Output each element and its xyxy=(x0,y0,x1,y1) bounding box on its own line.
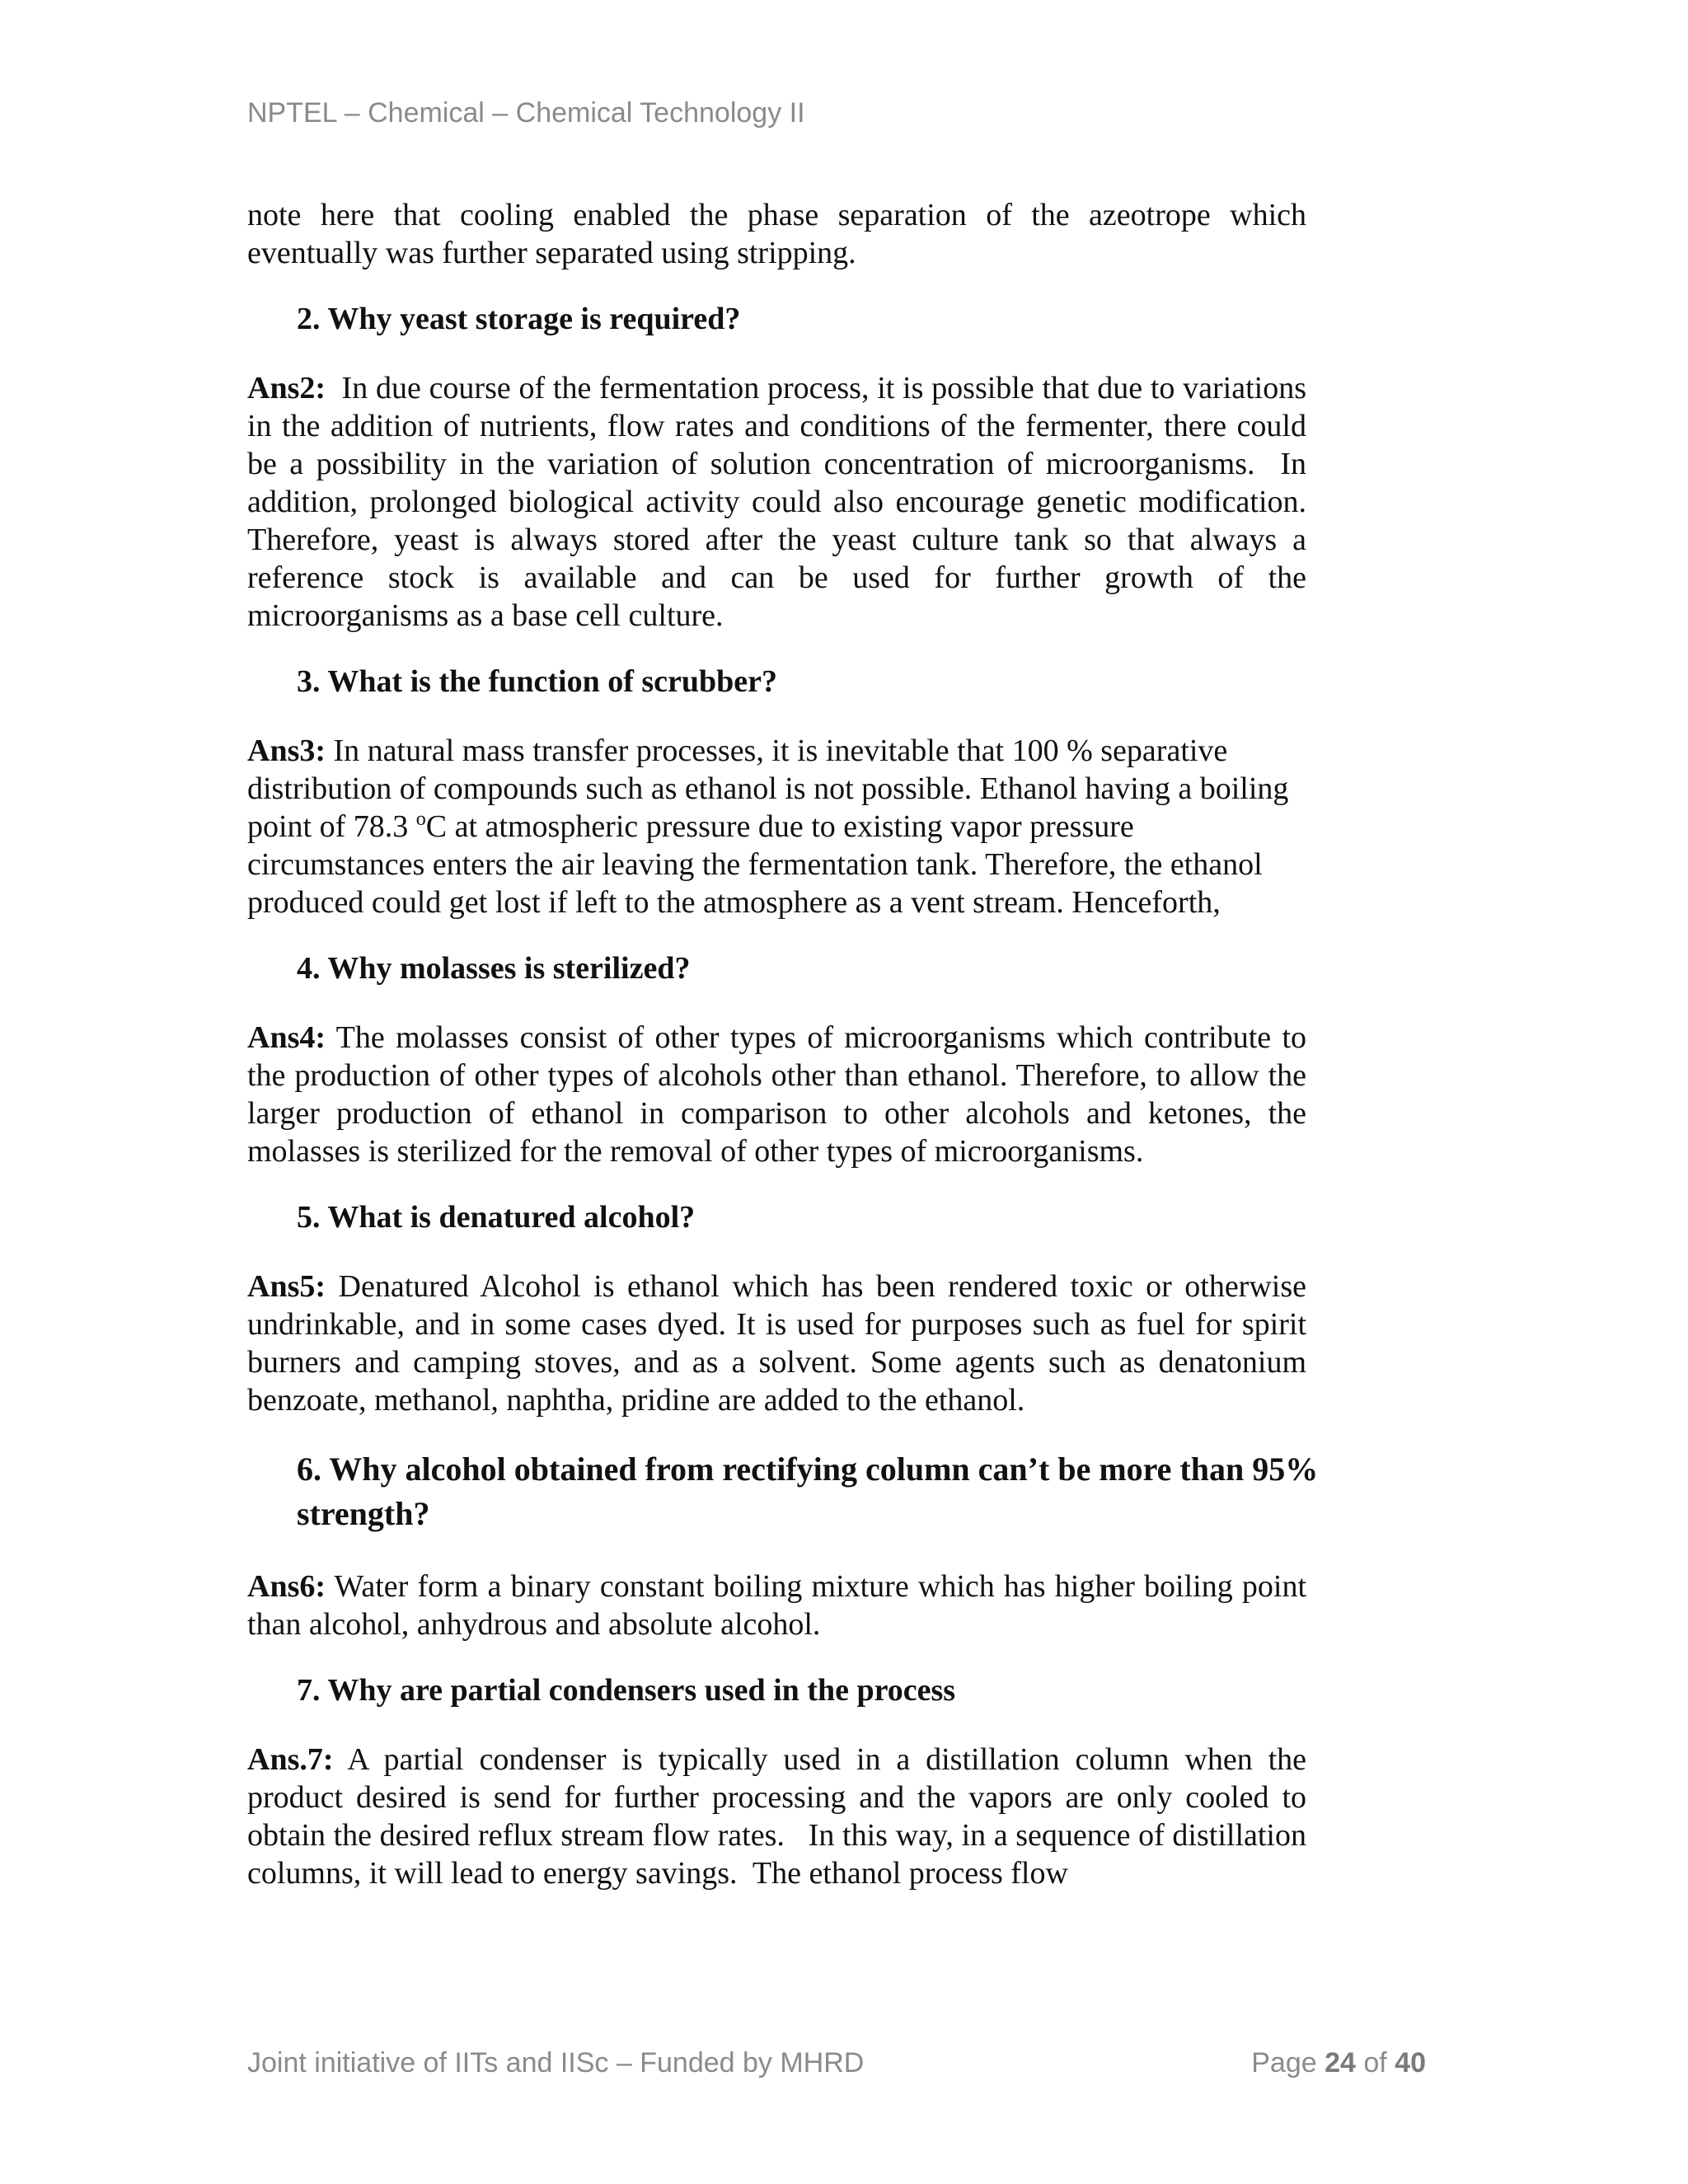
page-total: 40 xyxy=(1395,2047,1426,2079)
page-of: of xyxy=(1355,2047,1395,2079)
answer-7-text: A partial condenser is typically used in a distillation column when the product desired is send for further processing and the vapors are only cooled to obtain the desired reflux stream flow rates. In this way, in a sequence of distillation columns, it will lead to energy savings. The ethanol process flow xyxy=(247,1742,1315,1891)
answer-6-text: Water form a binary constant boiling mixture which has higher boiling point than alcohol, anhydrous and absolute alcohol. xyxy=(247,1569,1306,1642)
answer-5-text: Denatured Alcohol is ethanol which has been rendered toxic or otherwise undrinkable, and in some cases dyed. It is used for purposes such as fuel for spirit burners and camping stoves, and as a solvent. Some agents such as denatonium benzoate, methanol, naphtha, pridine are added to the ethanol. xyxy=(247,1269,1306,1418)
degree-superscript: o xyxy=(415,808,426,830)
question-2: 2. Why yeast storage is required? xyxy=(297,302,741,336)
answer-7 xyxy=(247,1741,1315,1892)
answer-3-text-part1: In natural mass transfer processes, it is inevitable that 100 % separative distribution of compounds such as ethanol is not possible. Ethanol having a boiling point of 78.3 xyxy=(247,733,1289,844)
question-6: 6. Why alcohol obtained from rectifying column can’t be more than 95% strength? xyxy=(297,1451,1319,1532)
answer-4-label: Ans4: xyxy=(247,1020,326,1055)
page-prefix: Page xyxy=(1251,2047,1325,2079)
answer-6-label: Ans6: xyxy=(247,1569,326,1604)
page-number xyxy=(1251,2047,1426,2079)
intro-paragraph: note here that cooling enabled the phase separation of the azeotrope which eventually was further separated using stripping. xyxy=(247,198,1306,270)
page-header: NPTEL – Chemical – Chemical Technology II xyxy=(247,97,805,129)
footer-credit: Joint initiative of IITs and IISc – Funded by MHRD xyxy=(247,2047,865,2079)
question-7: 7. Why are partial condensers used in the process xyxy=(297,1673,956,1708)
answer-5-label: Ans5: xyxy=(247,1269,326,1304)
answer-3-text-part2: C at atmospheric pressure due to existing vapor pressure circumstances enters the air leaving the fermentation tank. Therefore, the ethanol produced could get lost if left to the atmosphere as a vent stream. Henceforth, xyxy=(247,809,1263,920)
answer-2-label: Ans2: xyxy=(247,371,326,405)
answer-2-text: In due course of the fermentation process, it is possible that due to variations in the addition of nutrients, flow rates and conditions of the fermenter, there could be a possibility in the variation of solution concentration of microorganisms. In addition, prolonged biological activity could also encourage genetic modification. Therefore, yeast is always stored after the yeast culture tank so that always a reference stock is available and can be used for further growth of the microorganisms as a base cell culture. xyxy=(247,371,1322,633)
question-5: 5. What is denatured alcohol? xyxy=(297,1200,696,1235)
answer-3-label: Ans3: xyxy=(247,733,326,768)
question-4: 4. Why molasses is sterilized? xyxy=(297,951,691,986)
page-current: 24 xyxy=(1325,2047,1356,2079)
answer-6 xyxy=(247,1568,1306,1643)
answer-5 xyxy=(247,1268,1306,1419)
answer-4 xyxy=(247,1019,1306,1170)
page-content xyxy=(247,196,1322,1892)
answer-7-label: Ans.7: xyxy=(247,1742,334,1777)
answer-3 xyxy=(247,732,1306,921)
answer-2 xyxy=(247,369,1322,635)
answer-4-text: The molasses consist of other types of microorganisms which contribute to the production of other types of alcohols other than ethanol. Therefore, to allow the larger production of ethanol in comparison to other alcohols and ketones, the molasses is sterilized for the removal of other types of microorganisms. xyxy=(247,1020,1306,1169)
question-3: 3. What is the function of scrubber? xyxy=(297,664,778,699)
